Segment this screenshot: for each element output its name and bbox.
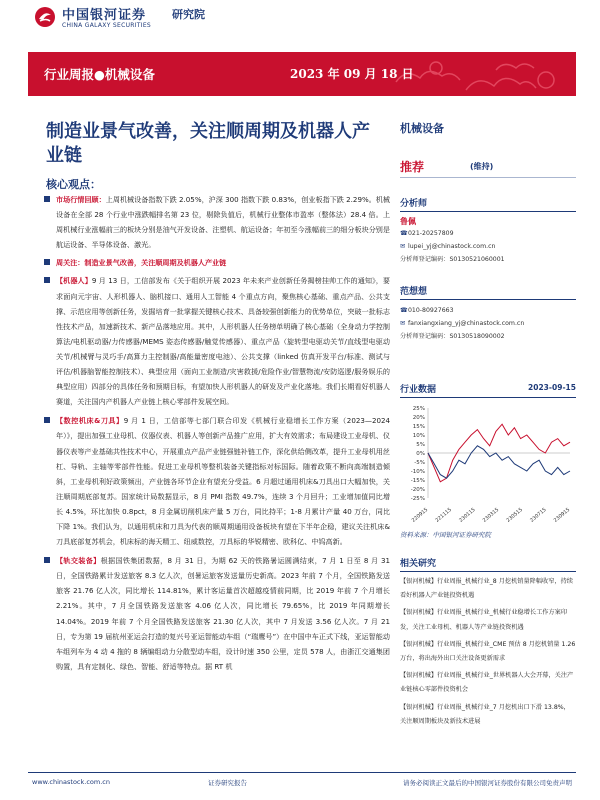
- related-item[interactable]: 【银河机械】行业周报_机械行业_机械行业稳增长工作方案印发，关注工业母机、机器人等产业链投资机遇: [400, 609, 568, 631]
- x-tick-label: 221115: [434, 506, 453, 524]
- rating-label: 推荐: [400, 160, 425, 174]
- report-banner: [28, 52, 576, 96]
- x-tick-label: 230515: [505, 506, 524, 524]
- weekly-focus-paragraph: 周关注：制造业景气改善，关注顺周期及机器人产业链: [44, 255, 390, 270]
- chart-date: 2023-09-15: [528, 383, 576, 392]
- rating-hold: (维持): [470, 162, 494, 171]
- mail-icon: ✉: [400, 320, 406, 327]
- analyst-email[interactable]: ✉ lupei_yj@chinastock.com.cn: [400, 240, 576, 253]
- brand-name-en: CHINA GALAXY SECURITIES: [62, 22, 152, 29]
- chart-title: 行业数据: [400, 385, 437, 395]
- analyst-heading: 分析师: [400, 196, 576, 212]
- phone-icon: ☎: [400, 230, 408, 237]
- y-tick-label: -25%: [410, 496, 425, 502]
- industry-chart: [398, 402, 576, 526]
- y-tick-label: 5%: [416, 442, 425, 448]
- market-review-paragraph: 市场行情回顾：上周机械设备指数下跌 2.05%，沪深 300 指数下跌 0.83%，创业板指下跌 2.29%。机械设备在全部 28 个行业中涨跌幅排名第 23 位，剔除负值后，机械行业整体市盈率（整体法）28.4 倍。上周机械行业涨幅前三的板块分别是油气开发设备、注塑机、航运设备；年初至今涨幅前三的细分板块分别是航运设备、半导体设备、激光。: [44, 192, 390, 252]
- related-item[interactable]: 【银河机械】行业周报_机械行业_CME 预估 8 月挖机销量 1.26 万台，将出海外出口关注设备更新需求: [400, 640, 576, 663]
- footer-website[interactable]: www.chinastock.com.cn: [32, 778, 110, 786]
- report-category: 行业周报●机械设备: [44, 67, 155, 82]
- footer-disclaimer: 请务必阅读正文最后的中国银河证券股份有限公司免责声明: [403, 779, 572, 787]
- sidebar: [400, 120, 576, 343]
- report-date: 2023 年 09 月 18 日: [290, 67, 414, 81]
- report-title: 制造业景气改善，关注顺周期及机器人产业链: [46, 121, 370, 166]
- bullet-icon: [44, 417, 50, 423]
- galaxy-logo-icon: [34, 6, 56, 28]
- analyst-cert: 分析师登记编码：S0130521060001: [400, 256, 505, 263]
- y-tick-label: -20%: [410, 487, 425, 493]
- bullet-icon: [44, 196, 50, 202]
- x-tick-label: 230715: [529, 506, 548, 524]
- y-tick-label: -10%: [410, 469, 425, 475]
- chart-header: [400, 380, 576, 398]
- report-header: [0, 0, 600, 50]
- bullet-icon: [44, 557, 50, 563]
- institute-label: 研究院: [172, 8, 205, 21]
- y-tick-label: 15%: [412, 424, 425, 430]
- related-item[interactable]: 【银河机械】行业周报_机械行业_8 月挖机销量降幅收窄，持续看好机器人产业链投资机遇: [400, 578, 573, 600]
- sector-name: 机械设备: [400, 122, 444, 135]
- bullet-icon: [44, 277, 50, 283]
- bullet-icon: [44, 259, 50, 265]
- x-tick-label: 220915: [410, 506, 430, 524]
- related-item[interactable]: 【银河机械】行业周报_机械行业_世界机器人大会开幕，关注产业链核心零部件投资机会: [400, 672, 574, 694]
- series-line-csi300: [428, 446, 570, 478]
- x-tick-label: 230915: [552, 506, 572, 524]
- phone-icon: ☎: [400, 307, 408, 314]
- y-tick-label: 25%: [412, 406, 425, 412]
- chart-source: 资料来源：中国银河证券研究院: [400, 531, 491, 539]
- analyst-phone: ☎021-20257809: [400, 227, 576, 240]
- main-content: [44, 192, 390, 678]
- mail-icon: ✉: [400, 243, 406, 250]
- related-item[interactable]: 【银河机械】行业周报_机械行业_7 月挖机出口下滑 13.8%，关注顺周期板块及新技术进展: [400, 703, 570, 725]
- assistant-cert: 分析师登记编码：S0130518090002: [400, 333, 505, 340]
- footer-label: 证券研究报告: [208, 779, 247, 787]
- core-views-label: 核心观点：: [46, 178, 101, 191]
- y-tick-label: 10%: [412, 433, 425, 439]
- y-tick-label: 20%: [412, 415, 425, 421]
- rail-equipment-paragraph: 【轨交装备】根据国铁集团数据，8 月 31 日，为期 62 天的铁路暑运圆满结束，7 月 1 日至 8 月 31 日，全国铁路累计发送旅客 8.3 亿人次，创暑运旅客发送量历史新高。2023 年前 7 个月，全国铁路发送旅客 21.76 亿人次，同比增长 114.81%，累计客运量首次超越疫情前同期，比 2019 年前 7 个月增长 2.21%。其中，7 月全国铁路发送旅客 4.06 亿人次，同比增长 79.65%，比 2019 年同期增长 14.04%。2019 年前 7 个月全国铁路发送旅客 21.30 亿人次，其中 7 月发送 3.56 亿人次。7 月 21 日，专为第 19 届杭州亚运会打造的复兴号亚运智能动车组（“瑞鹰号”）在中国中车正式下线，亚运智能动车组列车为 4 动 4 拖的 8 辆编组动力分散型动车组，设计时速 350 公里，定员 578 人，由浙江交通集团购置，具有定制化、绿色、智能、舒适等特点。据 RT 机: [44, 553, 390, 674]
- assistant-email[interactable]: ✉ fanxiangxiang_yj@chinastock.com.cn: [400, 317, 576, 330]
- y-tick-label: -5%: [414, 460, 425, 466]
- x-tick-label: 230115: [458, 506, 477, 524]
- robot-paragraph: 【机器人】9 月 13 日，工信部发布《关于组织开展 2023 年未来产业创新任务揭榜挂帅工作的通知》，要求面向元宇宙、人形机器人、脑机接口、通用人工智能 4 个重点方向，聚焦核心基础、重点产品、公共支撑、示范应用等创新任务，发掘培育一批掌握关键核心技术、具备较强创新能力的优势单位，突破一批标志性技术产品，加速新技术、新产品落地应用。其中，人形机器人任务榜单明确了核心基础（全身动力学控制算法/电机驱动器/力传感器/MEMS 姿态传感器/触觉传感器）、重点产品（旋转型电驱动关节/直线型电驱动关节/机械臂与灵巧手/高算力主控制器/高能量密度电池）、公共支撑（linked 仿真开发平台/标准、测试与评估/机器脑智能控制技术）、典型应用（面向工业制造/灾害救援/危险作业/智慧物流/安防巡逻/服务娱乐的典型应用）四部分的具体任务和预期目标，有望加快人形机器人的研发及产业化落地。我们长期看好机器人赛道，关注国内产机器人产业链上核心零部件发展空间。: [44, 273, 390, 409]
- related-research: [400, 556, 576, 729]
- assistant-heading: 范想想: [400, 284, 576, 300]
- analyst-name: 鲁佩: [400, 217, 416, 226]
- assistant-phone: ☎010-80927663: [400, 304, 576, 317]
- rating-row: [400, 158, 576, 178]
- brand-name: 中国银河证券: [62, 8, 147, 23]
- related-heading: 相关研究: [400, 556, 576, 572]
- y-tick-label: 0%: [416, 451, 425, 457]
- x-tick-label: 230315: [481, 506, 501, 524]
- cnc-tool-paragraph: 【数控机床&刀具】9 月 1 日，工信部等七部门联合印发《机械行业稳增长工作方案（2023—2024 年）》，提出加强工业母机、仪器仪表、机器人等创新产品推广应用，扩大有效需求；布局建设工业母机、仪器仪表等产业基础共性技术中心，开展重点产品产业链强链补链工作，深化供给侧改革，提升工业母机用丝杠、导轨、主轴等零部件性能。促进工业母机等整机装备关键指标对标国际。随着政策不断向高端制造倾斜，工业母机利好政策频出，产业链各环节企业有望充分受益。6 月超过通用机床&刀具出口大幅加快，关注顺周期底部复苏。国家统计局数据显示，8 月 PMI 指数 49.7%，连续 3 个月回升；工业增加值同比增长 4.5%，环比加快 0.8pct，8 月金属切削机床产量 5 万台，同比持平；1-8 月累计产量 40 万台，同比下降 1%。我们认为，以通用机床和刀具为代表的顺周期通用设备板块有望在下半年企稳，建议关注机床&刀具底部复苏机会，机床标的海天精工、纽威数控，刀具标的华锐精密、欧科亿、中钨高新。: [44, 413, 390, 549]
- y-tick-label: -15%: [410, 478, 425, 484]
- page-footer: [28, 772, 576, 792]
